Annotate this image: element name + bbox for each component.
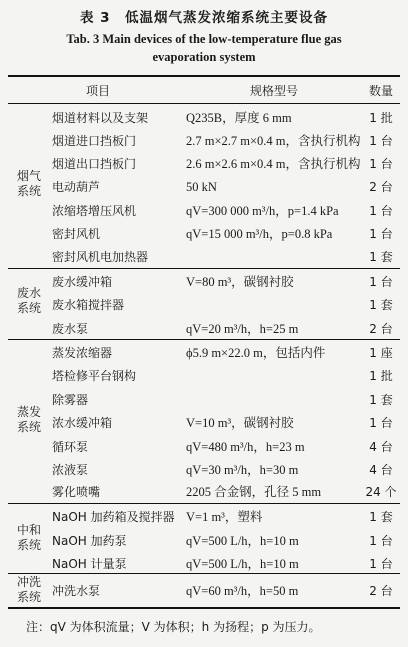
table-row-qty: 1 座 xyxy=(369,346,393,360)
table-row-item: 废水缓冲箱 xyxy=(52,275,113,289)
table-row-item: 烟道进口挡板门 xyxy=(52,134,137,148)
table-row-spec: 2205 合金钢，孔径 5 mm xyxy=(186,485,322,499)
table-row-item: NaOH 加药泵 xyxy=(52,534,127,548)
table-row-item: 电动葫芦 xyxy=(52,180,101,194)
group-rule xyxy=(8,268,400,269)
table-row-item: 烟道出口挡板门 xyxy=(52,157,137,171)
table-row-spec: qV=60 m³/h，h=50 m xyxy=(186,584,299,598)
table-row-qty: 24 个 xyxy=(365,485,397,499)
table-row-item: 密封风机电加热器 xyxy=(52,250,149,264)
table-row-item: 烟道材料以及支架 xyxy=(52,111,149,125)
table-row-spec: qV=480 m³/h，h=23 m xyxy=(186,440,305,454)
table-row-item: 塔检修平台钢构 xyxy=(52,369,137,383)
table-title-cn: 表 3 低温烟气蒸发浓缩系统主要设备 xyxy=(79,10,329,26)
table-row-qty: 1 套 xyxy=(369,510,393,524)
table-row-qty: 1 台 xyxy=(369,557,393,571)
table-row-spec: V=80 m³，碳钢衬胶 xyxy=(186,275,294,289)
header-item: 项目 xyxy=(86,84,111,98)
table-row-qty: 1 台 xyxy=(369,204,393,218)
table-row-qty: 1 套 xyxy=(369,393,393,407)
table-footnote: 注：qV 为体积流量；V 为体积；h 为扬程；p 为压力。 xyxy=(26,620,321,634)
table-title-en-line2: evaporation system xyxy=(152,50,256,64)
table-row-item: 浓液泵 xyxy=(52,463,89,477)
group-label-evaporation: 蒸发 系统 xyxy=(16,405,41,434)
table-row-item: 循环泵 xyxy=(52,440,89,454)
table-row-qty: 1 台 xyxy=(369,416,393,430)
header-spec: 规格型号 xyxy=(250,84,299,98)
table-row-item: 冲洗水泵 xyxy=(52,584,101,598)
table-row-item: 废水箱搅拌器 xyxy=(52,298,125,312)
table-row-spec: 2.7 m×2.7 m×0.4 m，含执行机构 xyxy=(186,134,361,148)
table-row-qty: 1 台 xyxy=(369,157,393,171)
table-row-qty: 1 批 xyxy=(369,111,393,125)
table-row-spec: qV=300 000 m³/h，p=1.4 kPa xyxy=(186,204,339,218)
table-row-qty: 4 台 xyxy=(369,440,393,454)
table-row-spec: ϕ5.9 m×22.0 m，包括内件 xyxy=(186,346,326,360)
table-row-item: 浓水缓冲箱 xyxy=(52,416,113,430)
table-row-qty: 1 套 xyxy=(369,298,393,312)
group-label-neutralization: 中和 系统 xyxy=(16,523,41,552)
table-row-spec: V=10 m³，碳钢衬胶 xyxy=(186,416,294,430)
table-row-spec: qV=20 m³/h，h=25 m xyxy=(186,322,299,336)
table-row-spec: qV=30 m³/h，h=30 m xyxy=(186,463,299,477)
table-row-spec: qV=500 L/h，h=10 m xyxy=(186,557,299,571)
group-rule xyxy=(8,573,400,574)
table-row-qty: 4 台 xyxy=(369,463,393,477)
table-row-spec: qV=500 L/h，h=10 m xyxy=(186,534,299,548)
table-top-rule xyxy=(8,75,400,77)
group-rule xyxy=(8,503,400,504)
table-row-qty: 2 台 xyxy=(369,584,393,598)
group-label-flushing: 冲洗 系统 xyxy=(16,575,41,604)
table-row-spec: 50 kN xyxy=(186,180,217,194)
group-rule xyxy=(8,339,400,340)
table-bottom-rule xyxy=(8,607,400,609)
table-row-qty: 2 台 xyxy=(369,180,393,194)
table-row-qty: 1 台 xyxy=(369,134,393,148)
table-row-qty: 1 台 xyxy=(369,227,393,241)
table-row-item: 密封风机 xyxy=(52,227,101,241)
table-row-spec: 2.6 m×2.6 m×0.4 m，含执行机构 xyxy=(186,157,361,171)
table-row-item: 雾化喷嘴 xyxy=(52,485,101,499)
table-row-qty: 1 批 xyxy=(369,369,393,383)
header-qty: 数量 xyxy=(368,84,393,98)
table-row-item: NaOH 加药箱及搅拌器 xyxy=(52,510,175,524)
table-row-qty: 1 台 xyxy=(369,275,393,289)
group-label-wastewater: 废水 系统 xyxy=(16,286,41,315)
table-row-spec: V=1 m³，塑料 xyxy=(186,510,263,524)
table-row-qty: 2 台 xyxy=(369,322,393,336)
table-row-qty: 1 台 xyxy=(369,534,393,548)
table-row-spec: Q235B，厚度 6 mm xyxy=(186,111,292,125)
group-label-flue-gas: 烟气 系统 xyxy=(16,169,41,198)
table-row-item: 除雾器 xyxy=(52,393,89,407)
table-title-en-line1: Tab. 3 Main devices of the low-temperature flue gas xyxy=(66,32,342,46)
table-row-spec: qV=15 000 m³/h，p=0.8 kPa xyxy=(186,227,333,241)
header-rule xyxy=(8,103,400,104)
table-row-item: 浓缩塔增压风机 xyxy=(52,204,137,218)
table-row-item: 蒸发浓缩器 xyxy=(52,346,113,360)
table-row-item: NaOH 计量泵 xyxy=(52,557,127,571)
table-row-item: 废水泵 xyxy=(52,322,89,336)
table-row-qty: 1 套 xyxy=(369,250,393,264)
